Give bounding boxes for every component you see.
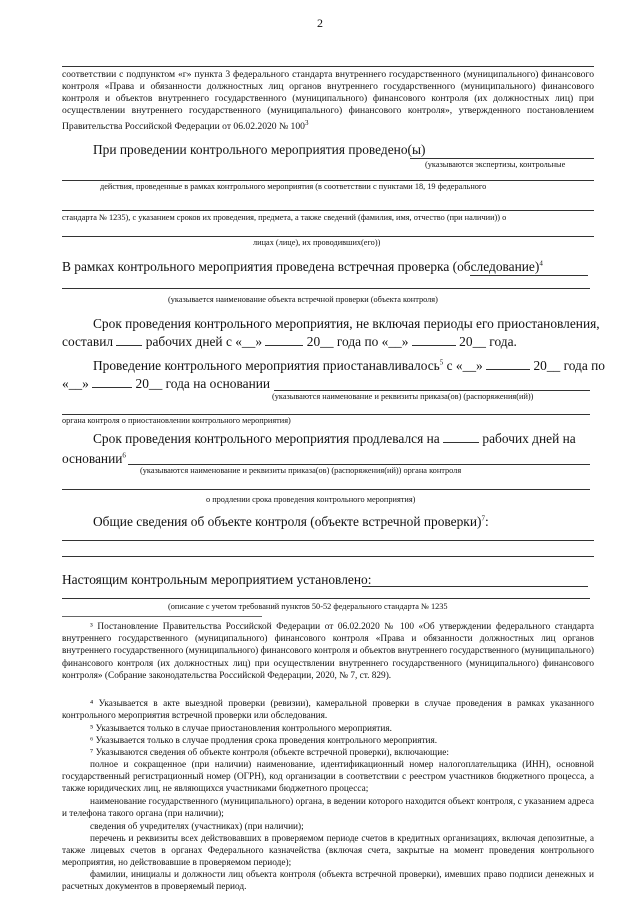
- s5-basis-line[interactable]: [128, 464, 590, 465]
- s5-line1: Срок проведения контрольного мероприятия продлевался на рабочих дней на: [93, 431, 576, 446]
- s1-hint-b: действия, проведенные в рамках контрольного мероприятия (в соответствии с пунктами 18, 19 федерального: [100, 182, 487, 191]
- s3-month2-blank[interactable]: [412, 335, 456, 346]
- s4-basis-line-2[interactable]: [62, 414, 590, 415]
- s5-days-blank[interactable]: [443, 432, 479, 443]
- footnote-7d: перечень и реквизиты всех действовавших в проверяемом периоде счетов в кредитных организациях, включая депозитные, а также лицевых счетов в органах Федерального казначейства (включая счета, закрытые на момент проведения контрольного мероприятия, но действовавшие в проверяемом периоде);: [62, 834, 594, 869]
- footnote-7c: сведения об учредителях (участниках) (при наличии);: [90, 822, 304, 832]
- s6-field-line-1[interactable]: [62, 540, 594, 541]
- s3-line2: составил рабочих дней с «__» 20__ года по «__» 20__ года.: [62, 334, 517, 349]
- footnote-7b: наименование государственного (муниципального) органа, в ведении которого находится объект контроля, с указанием адреса и телефона такого органа (при наличии);: [62, 797, 594, 820]
- s4-month1-blank[interactable]: [486, 359, 530, 370]
- s6-field-line-2[interactable]: [62, 556, 594, 557]
- s4-line1: Проведение контрольного мероприятия приостанавливалось$^5$ с «__» 20__ года по: [93, 358, 605, 373]
- footnote-6: ⁶ Указывается только в случае продления срока проведения контрольного мероприятия.: [90, 736, 438, 746]
- intro-footnote-ref: 3: [304, 119, 309, 127]
- footnote-separator: [62, 616, 262, 617]
- page-number: 2: [317, 16, 323, 30]
- s1-field-line-2[interactable]: [62, 180, 594, 181]
- s4-hint-b: органа контроля о приостановлении контрольного мероприятия): [62, 416, 291, 425]
- s1-hint-a: (указываются экспертизы, контрольные: [425, 160, 566, 169]
- s7-hint: (описание с учетом требований пунктов 50-52 федерального стандарта № 1235: [168, 602, 448, 611]
- footnote-5: ⁵ Указывается только в случае приостановления контрольного мероприятия.: [90, 724, 392, 734]
- s5-hint-a: (указываются наименование и реквизиты приказа(ов) (распоряжения(ий)) органа контроля: [140, 466, 462, 475]
- s5-basis-line-2[interactable]: [62, 489, 590, 490]
- s3-line1: Срок проведения контрольного мероприятия, не включая периоды его приостановления,: [93, 316, 600, 331]
- s6-label: Общие сведения об объекте контроля (объекте встречной проверки)$^7$:: [93, 514, 489, 529]
- s1-label: При проведении контрольного мероприятия проведено(ы): [93, 142, 426, 157]
- s7-field-line[interactable]: [362, 586, 588, 587]
- s5-line2: основании$^6$: [62, 451, 126, 466]
- top-rule: [62, 66, 594, 67]
- footnote-7a: полное и сокращенное (при наличии) наименование, идентификационный номер налогоплательщика (ИНН), основной государственный регистрационный номер (ОГРН), код организации в соответствии с реестром участников бюджетного процесса, а также юридических лиц, не являющихся участниками бюджетного процесса;: [62, 760, 594, 795]
- s2-field-line-2[interactable]: [62, 288, 590, 289]
- s1-field-line[interactable]: [410, 158, 594, 159]
- s7-field-line-2[interactable]: [62, 598, 590, 599]
- footnote-7e: фамилии, инициалы и должности лиц объекта контроля (объекта встречной проверки), имевших право подписи денежных и расчетных документов в проверяемый период.: [62, 870, 594, 893]
- s1-field-line-4[interactable]: [62, 236, 594, 237]
- s3-month1-blank[interactable]: [265, 335, 303, 346]
- s1-hint-c: стандарта № 1235), с указанием сроков их проведения, предмета, а также сведений (фамилия, имя, отчество (при наличии)) о: [62, 213, 507, 222]
- s2-hint: (указывается наименование объекта встречной проверки (объекта контроля): [168, 295, 438, 304]
- intro-paragraph: [62, 69, 594, 133]
- s4-month2-blank[interactable]: [92, 377, 132, 388]
- s3-days-blank[interactable]: [116, 335, 142, 346]
- footnote-3: ³ Постановление Правительства Российской Федерации от 06.02.2020 № 100 «Об утверждении федерального стандарта внутреннего государственного (муниципального) финансового контроля «Права и обязанности должностных лиц органов внутреннего государственного (муниципального) финансового контроля и объектов внутреннего государственного (муниципального) финансового контроля (их должностных лиц) при осуществлении внутреннего государственного (муниципального) финансового контроля» (Собрание законодательства Российской Федерации, 2020, № 7, ст. 829).: [62, 622, 594, 681]
- s1-field-line-3[interactable]: [62, 210, 594, 211]
- s2-field-line[interactable]: [470, 275, 588, 276]
- s5-hint-b: о продлении срока проведения контрольного мероприятия): [206, 495, 416, 504]
- footnote-4: ⁴ Указывается в акте выездной проверки (ревизии), камеральной проверки в случае проведения в рамках указанного контрольного мероприятия встречной проверки или обследования.: [62, 699, 594, 722]
- s4-hint-a: (указываются наименование и реквизиты приказа(ов) (распоряжения(ий)): [272, 392, 534, 401]
- s4-basis-line[interactable]: [274, 390, 590, 391]
- s7-label: Настоящим контрольным мероприятием установлено:: [62, 572, 372, 587]
- s1-hint-d: лицах (лице), их проводивших(его)): [253, 238, 381, 247]
- footnote-7: ⁷ Указываются сведения об объекте контроля (объекте встречной проверки), включающие:: [90, 748, 449, 758]
- s4-line2: «__» 20__ года на основании: [62, 376, 271, 391]
- s2-label: В рамках контрольного мероприятия проведена встречная проверка (обследование)$^4$: [62, 259, 543, 274]
- intro-text: соответствии с подпунктом «г» пункта 3 федерального стандарта внутреннего государственного (муниципального) финансового контроля «Права и обязанности должностных лиц органов внутреннего государственного (муниципального) финансового контроля и объектов внутреннего государственного (муниципального) финансового контроля (их должностных лиц) при осуществлении внутреннего государственного (муниципального) финансового контроля», утвержденного постановлением Правительства Российской Федерации от 06.02.2020 № 100: [62, 69, 594, 133]
